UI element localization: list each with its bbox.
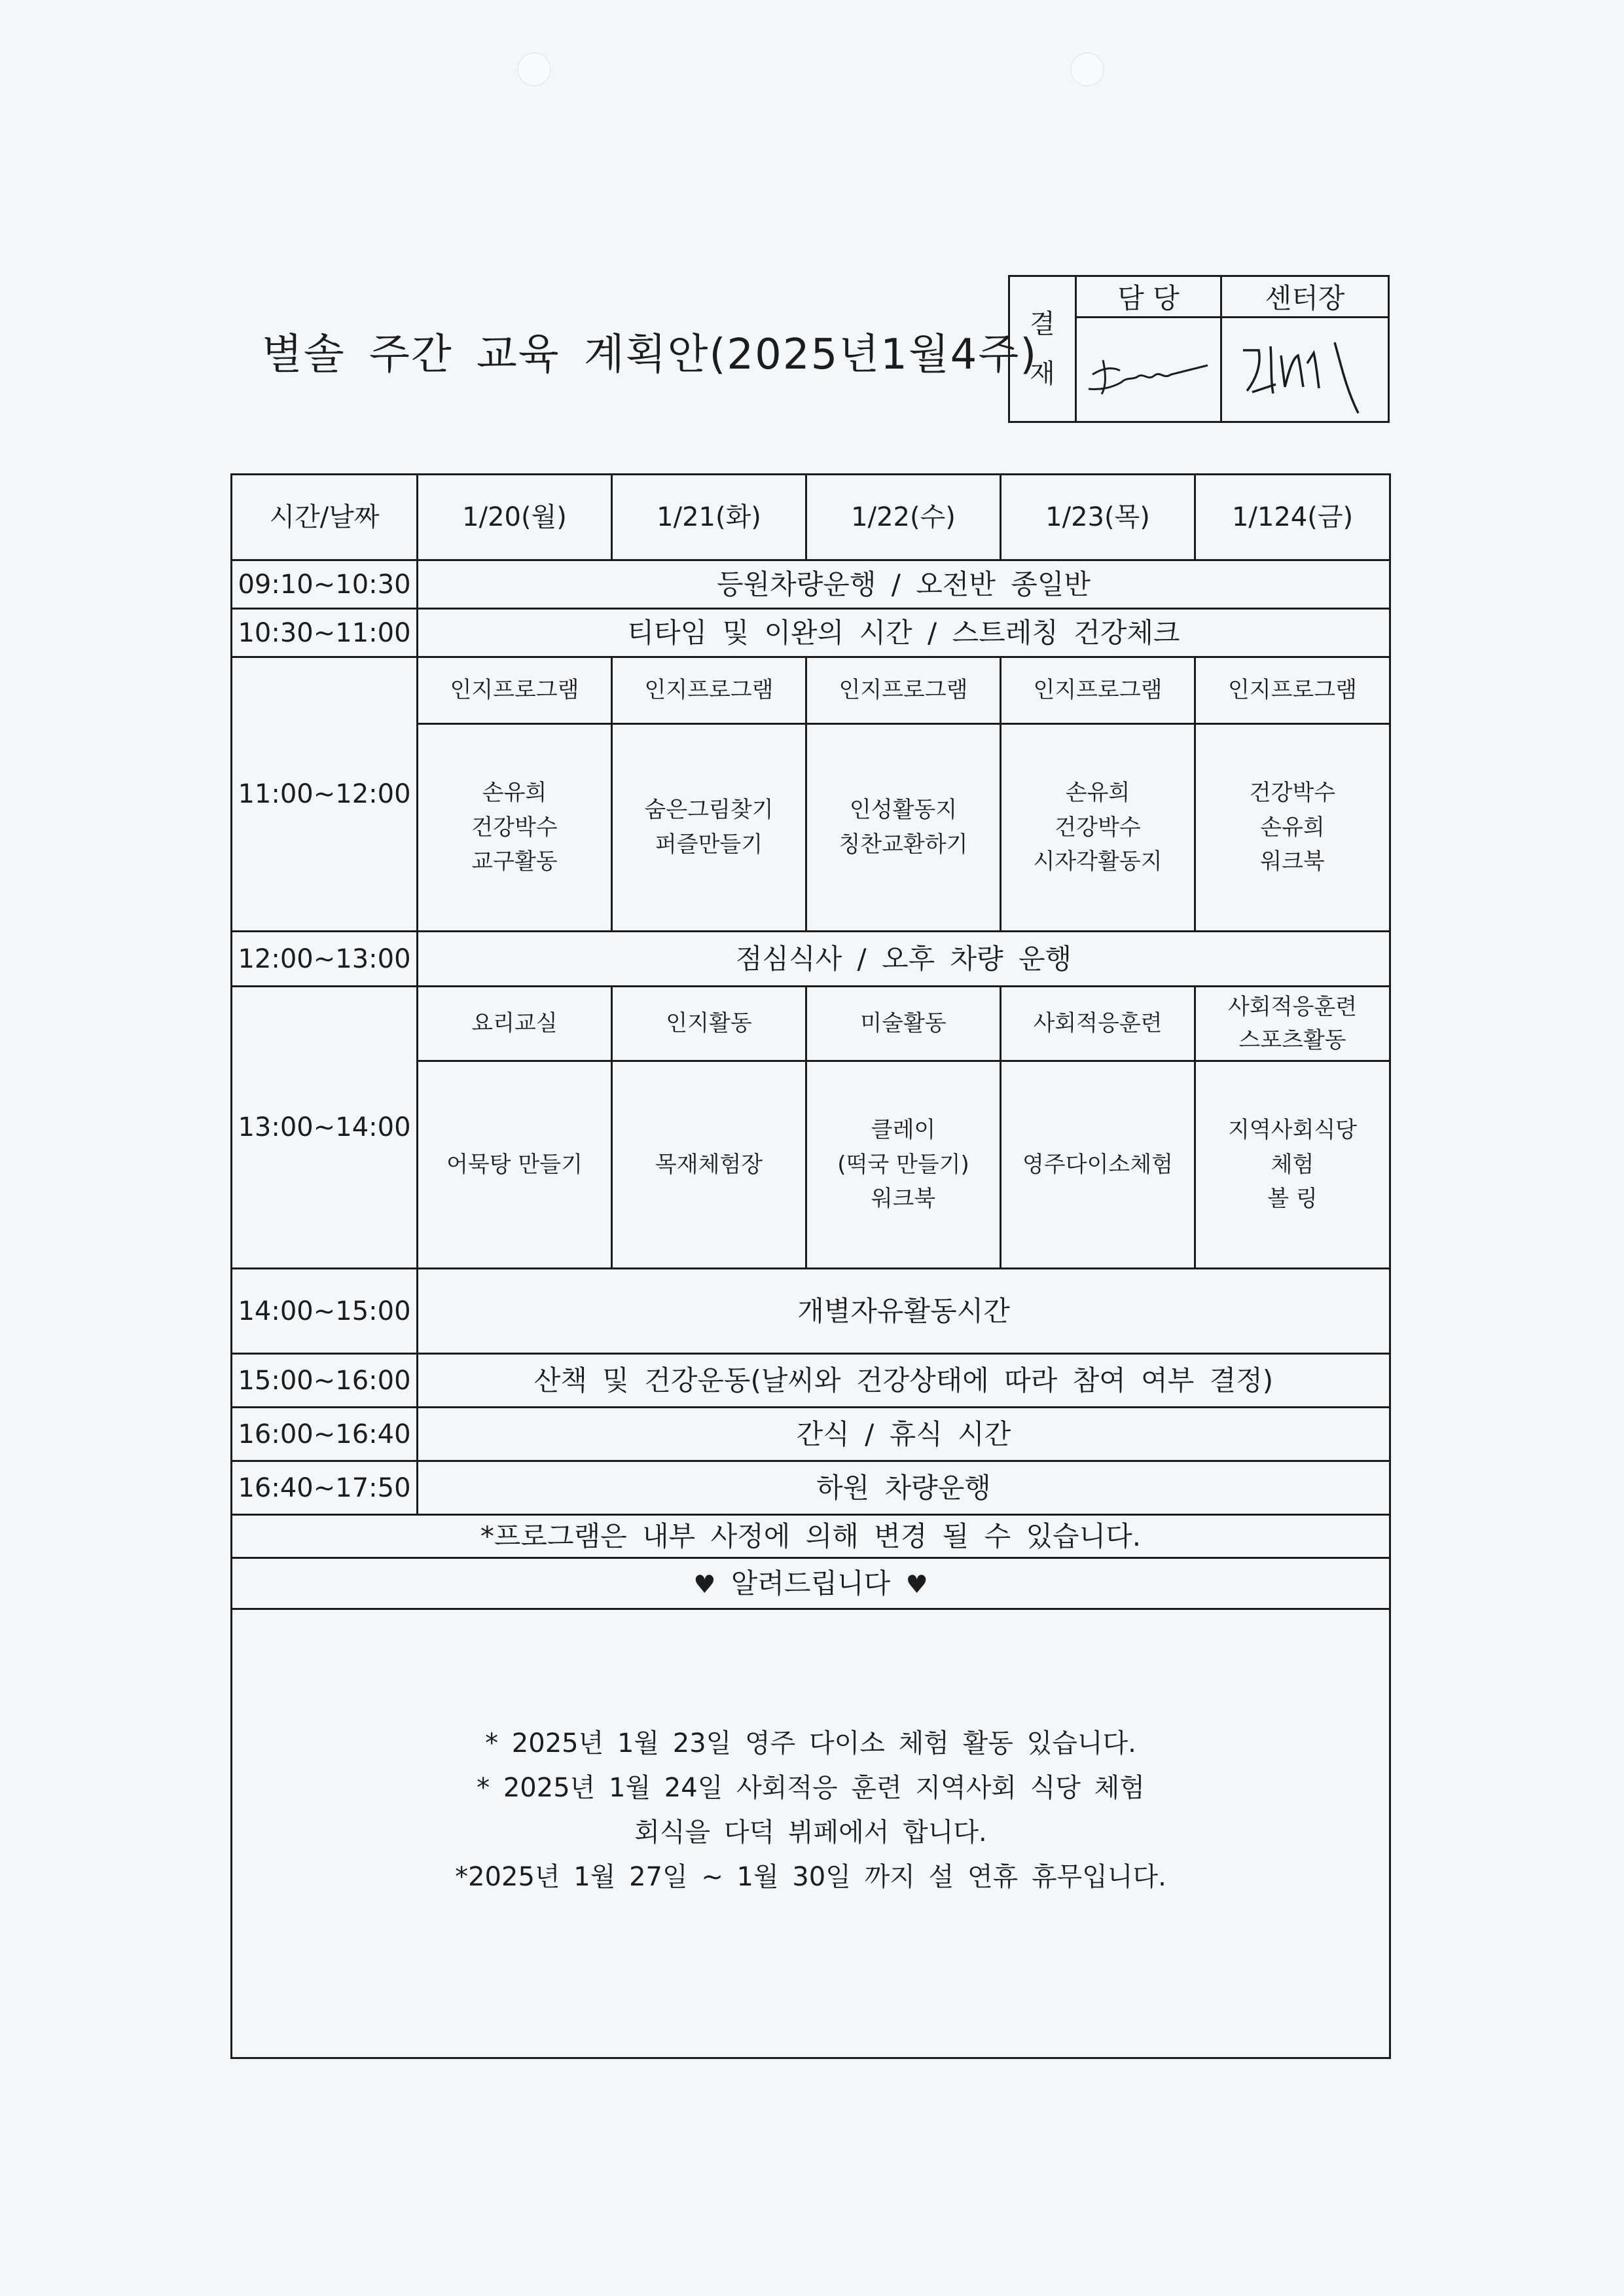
activity-cell: 어묵탕 만들기 — [418, 1061, 612, 1269]
program-cell: 미술활동 — [806, 987, 1001, 1061]
notice-body — [232, 1609, 1390, 2058]
day-header-wed: 1/22(수) — [806, 475, 1001, 560]
program-cell: 인지프로그램 — [806, 657, 1001, 724]
activity-cell: 점심식사 / 오후 차량 운행 — [418, 932, 1390, 987]
activity-cell: 등원차량운행 / 오전반 종일반 — [418, 560, 1390, 609]
program-cell: 사회적응훈련 — [1001, 987, 1195, 1061]
time-date-header: 시간/날짜 — [232, 475, 418, 560]
heart-icon: ♥ — [693, 1570, 716, 1599]
activity-cell: 손유희 건강박수 시자각활동지 — [1001, 724, 1195, 932]
activity-cell: 하원 차량운행 — [418, 1461, 1390, 1515]
program-cell: 인지프로그램 — [612, 657, 806, 724]
activity-cell: 티타임 및 이완의 시간 / 스트레칭 건강체크 — [418, 609, 1390, 657]
day-header-tue: 1/21(화) — [612, 475, 806, 560]
change-note-row — [232, 1515, 1390, 1558]
day-header-thu: 1/23(목) — [1001, 475, 1195, 560]
activity-cell: 건강박수 손유희 워크북 — [1195, 724, 1390, 932]
time-cell: 15:00~16:00 — [232, 1354, 418, 1408]
table-row — [232, 1269, 1390, 1354]
notice-title-row — [232, 1558, 1390, 1609]
program-cell: 인지프로그램 — [1001, 657, 1195, 724]
manager-header: 담 당 — [1076, 276, 1221, 318]
table-row — [232, 560, 1390, 609]
approval-label: 결 재 — [1009, 276, 1076, 422]
director-signature — [1221, 318, 1389, 422]
time-cell: 09:10~10:30 — [232, 560, 418, 609]
program-cell: 인지프로그램 — [1195, 657, 1390, 724]
activity-cell: 간식 / 휴식 시간 — [418, 1408, 1390, 1461]
activity-cell: 영주다이소체험 — [1001, 1061, 1195, 1269]
time-cell: 10:30~11:00 — [232, 609, 418, 657]
activity-cell: 클레이 (떡국 만들기) 워크북 — [806, 1061, 1001, 1269]
activity-cell: 지역사회식당 체험 볼 링 — [1195, 1061, 1390, 1269]
activity-cell: 숨은그림찾기 퍼즐만들기 — [612, 724, 806, 932]
table-row — [232, 1354, 1390, 1408]
document-title: 별솔 주간 교육 계획안(2025년1월4주) — [262, 331, 1038, 379]
table-row — [232, 1461, 1390, 1515]
program-cell: 인지활동 — [612, 987, 806, 1061]
notice-line: *2025년 1월 27일 ~ 1월 30일 까지 설 연휴 휴무입니다. — [455, 1862, 1166, 1892]
change-note: *프로그램은 내부 사정에 의해 변경 될 수 있습니다. — [232, 1515, 1390, 1558]
time-cell: 12:00~13:00 — [232, 932, 418, 987]
notice-title-cell — [232, 1558, 1390, 1609]
time-cell: 11:00~12:00 — [232, 657, 418, 932]
notice-title: 알려드립니다 — [731, 1567, 891, 1599]
punch-hole-right — [1070, 52, 1104, 86]
program-cell: 인지프로그램 — [418, 657, 612, 724]
time-cell: 16:40~17:50 — [232, 1461, 418, 1515]
notice-line: 회식을 다덕 뷔페에서 합니다. — [634, 1817, 987, 1848]
activity-cell: 목재체험장 — [612, 1061, 806, 1269]
time-cell: 16:00~16:40 — [232, 1408, 418, 1461]
table-row — [232, 1408, 1390, 1461]
activity-cell: 손유희 건강박수 교구활동 — [418, 724, 612, 932]
table-row — [232, 987, 1390, 1061]
time-cell: 13:00~14:00 — [232, 987, 418, 1269]
activity-cell: 인성활동지 칭찬교환하기 — [806, 724, 1001, 932]
director-header: 센터장 — [1221, 276, 1389, 318]
activity-cell: 개별자유활동시간 — [418, 1269, 1390, 1354]
activity-cell: 산책 및 건강운동(날씨와 건강상태에 따라 참여 여부 결정) — [418, 1354, 1390, 1408]
table-row — [232, 609, 1390, 657]
program-cell: 요리교실 — [418, 987, 612, 1061]
day-header-fri: 1/124(금) — [1195, 475, 1390, 560]
table-row — [232, 932, 1390, 987]
heart-icon: ♥ — [905, 1570, 928, 1599]
notice-line: * 2025년 1월 23일 영주 다이소 체험 활동 있습니다. — [485, 1728, 1136, 1758]
notice-body-row — [232, 1609, 1390, 2058]
weekly-schedule-table — [230, 473, 1391, 2059]
approval-box — [1008, 275, 1390, 423]
manager-signature — [1076, 318, 1221, 422]
punch-hole-left — [517, 52, 551, 86]
table-header-row — [232, 475, 1390, 560]
notice-line: * 2025년 1월 24일 사회적응 훈련 지역사회 식당 체험 — [477, 1773, 1145, 1803]
program-cell: 사회적응훈련 스포츠활동 — [1195, 987, 1390, 1061]
table-row — [232, 657, 1390, 724]
time-cell: 14:00~15:00 — [232, 1269, 418, 1354]
day-header-mon: 1/20(월) — [418, 475, 612, 560]
